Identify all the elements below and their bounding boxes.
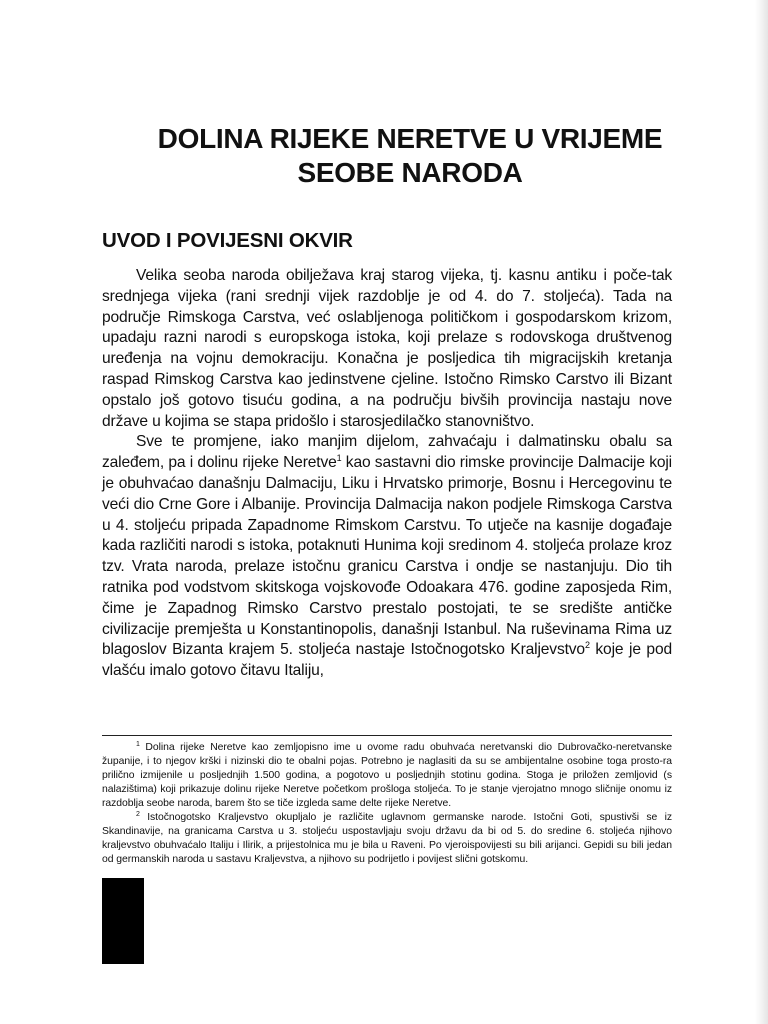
footnotes: [102, 741, 672, 867]
footnote-2-number: 2: [136, 811, 140, 818]
black-block-decoration: [102, 878, 144, 964]
footnote-2: [102, 811, 672, 867]
footnote-ref-1[interactable]: 1: [336, 453, 342, 464]
footnote-1-text: Dolina rijeke Neretve kao zemljopisno ime u ovome radu obuhvaća neretvanski dio Dubrovačko-neretvanske županije, i to njegov krški i nizinski dio te obalni pojas. Potrebno je naglasiti da su se ambijentalne osobine toga prosto-ra prilično izmijenile u posljednjih 1.500 godina, a pogotovo u posljednjih stotinu godina. Stoga je priložen zemljovid (s nalazištima) koji prikazuje dolinu rijeke Neretve početkom prošloga stoljeća. To je stanje vjerojatno mnogo sličnije onomu iz razdoblja seobe naroda, barem što se tiče izgleda same delte rijeke Neretve.: [102, 742, 672, 809]
section-heading: UVOD I POVIJESNI OKVIR: [102, 229, 353, 252]
paragraph-2-part-2: kao sastavni dio rimske provincije Dalmacije koji je obuhvaćao današnju Dalmaciju, Liku i Hrvatsko primorje, Bosnu i Hercegovinu te veći dio Crne Gore i Albanije. Provincija Dalmacija nakon podjele Rimskoga Carstva u 4. stoljeću pripada Zapadnome Rimskom Carstvu. To utječe na kasnije događaje kada različiti narodi s istoka, potaknuti Hunima koji sredinom 4. stoljeća prolaze kroz tzv. Vrata naroda, prelaze istočnu granicu Carstva i ondje se nastanjuju. Dio tih ratnika pod vodstvom skitskoga vojskovođe Odoakara 476. godine zaposjeda Rim, čime je Zapadnog Rimsko Carstvo prestalo postojati, te se središte antičke civilizacije premješta u Konstantinopolis, današnji Istanbul. Na ruševinama Rima uz blagoslov Bizanta krajem 5. stoljeća nastaje Istočnogotsko Kraljevstvo: [102, 454, 673, 659]
footnote-1-number: 1: [136, 741, 140, 748]
page-title: [100, 122, 720, 190]
footnote-ref-2[interactable]: 2: [584, 640, 590, 651]
paragraph-1: Velika seoba naroda obilježava kraj starog vijeka, tj. kasnu antiku i poče-tak srednjega vijeka (rani srednji vijek razdoblje je od 4. do 7. stoljeća). Tada na područje Rimskoga Carstva, već oslabljenoga političkom i gospodarskom krizom, upadaju razni narodi s europskoga istoka, koji prelaze s rodovskoga društvenog uređenja na vojnu demokraciju. Konačna je posljedica tih migracijskih kretanja raspad Rimskog Carstva kao jedinstvene cjeline. Istočno Rimsko Carstvo ili Bizant opstalo još gotovo tisuću godina, a na području bivših provincija nastaju nove države u kojima se stapa pridošlo i starosjedilačko stanovništvo.: [102, 267, 672, 430]
paragraph-2-part-3: koje je pod vlašću imalo gotovo čitavu Italiju,: [102, 641, 672, 680]
footnote-2-text: Istočnogotsko Kraljevstvo okupljalo je različite uglavnom germanske narode. Istočni Goti, spustivši se iz Skandinavije, na granicama Carstva u 3. stoljeću uspostavljaju svoju državu da bi od 5. do sredine 6. stoljeća njihovo kraljevstvo obuhvaćalo Italiju i Ilirik, a prijestolnica mu je bila u Raveni. Po vjeroispovijesti su bili arijanci. Gepidi su bili jedan od germanskih naroda u sastavu Kraljevstva, a njihovo su podrijetlo i povijest slični gotskomu.: [102, 812, 672, 865]
footnote-divider: [102, 735, 672, 736]
page-edge-shadow: [755, 0, 768, 1024]
page-title-line-2: SEOBE NARODA: [297, 157, 523, 188]
paragraph-2-part-1: Sve te promjene, iako manjim dijelom, zahvaćaju i dalmatinsku obalu sa zaleđem, pa i dolinu rijeke Neretve: [102, 433, 672, 472]
page-title-line-1: DOLINA RIJEKE NERETVE U VRIJEME: [157, 123, 663, 154]
footnote-1: [102, 741, 672, 811]
paragraph-2: [102, 432, 672, 682]
body-text: [102, 266, 672, 682]
